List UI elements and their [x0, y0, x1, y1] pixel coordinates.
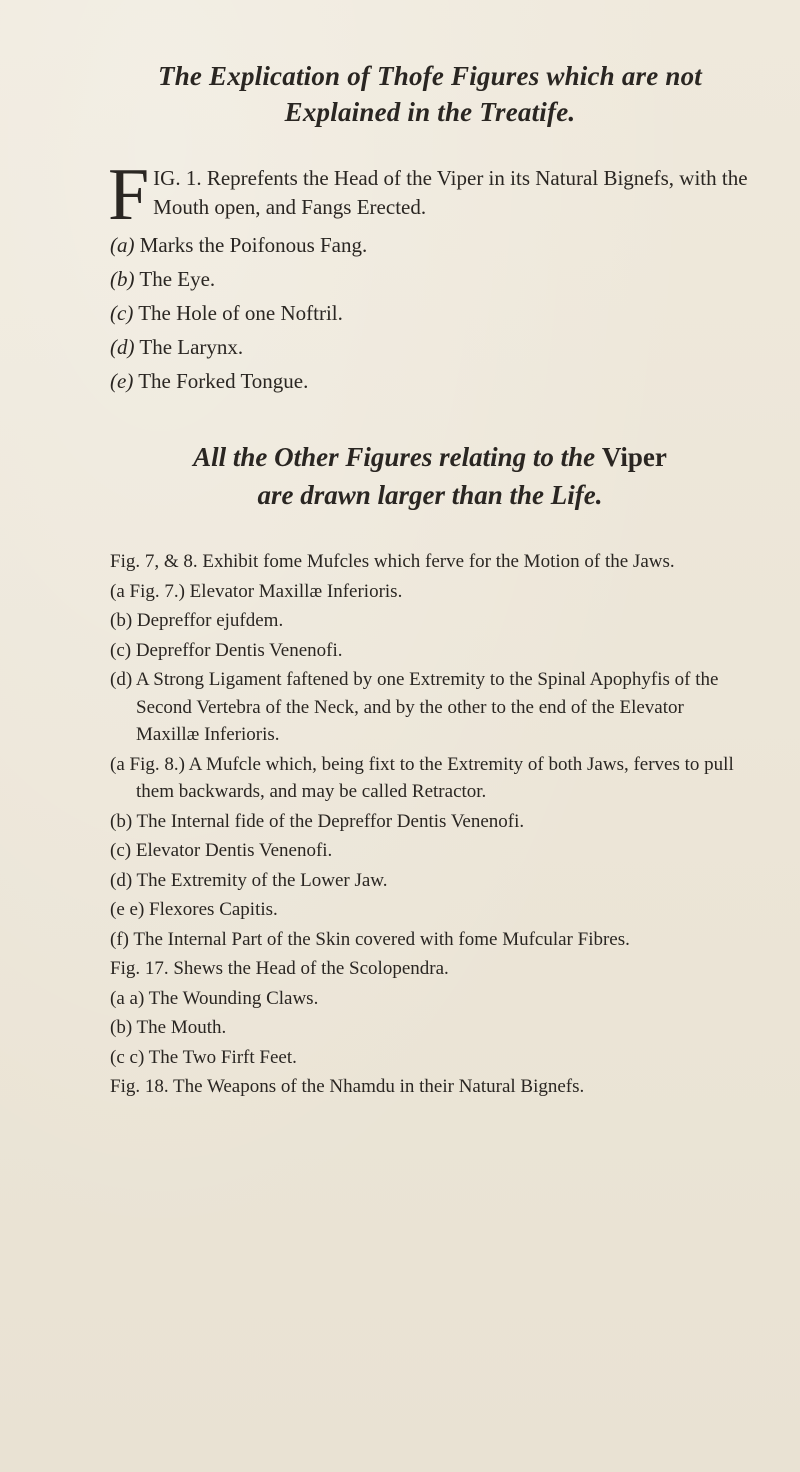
section-heading-italic: All the Other Figures relating to the: [193, 442, 596, 472]
fig-1-text: IG. 1. Reprefents the Head of the Viper in its Natural Bignefs, with the Mouth open, and Fangs Erected.: [153, 166, 748, 219]
figure-entry: (a a) The Wounding Claws.: [110, 987, 319, 1009]
drop-cap: F: [108, 154, 150, 236]
legend-label: (b): [110, 267, 135, 291]
figure-entry: (c c) The Two Firft Feet.: [110, 1046, 297, 1068]
page-content: [110, 58, 750, 1101]
legend-text: The Eye.: [139, 267, 216, 291]
figure-entry: (d) The Extremity of the Lower Jaw.: [110, 869, 388, 891]
figure-entry: (c) Depreffor Dentis Venenofi.: [110, 639, 343, 661]
legend-label: (e): [110, 369, 134, 393]
figure-entry: Fig. 17. Shews the Head of the Scolopendra.: [110, 958, 449, 979]
figure-entry: (f) The Internal Part of the Skin covered with fome Mufcular Fibres.: [110, 928, 630, 950]
fig-1-description: [108, 154, 750, 236]
figure-entry: (b) Depreffor ejufdem.: [110, 610, 284, 631]
figure-entry: Fig. 7, & 8. Exhibit fome Mufcles which ferve for the Motion of the Jaws.: [110, 551, 675, 572]
figure-entry: (a Fig. 8.) A Mufcle which, being fixt to the Extremity of both Jaws, ferves to pull them backwards, and may be called Retractor.: [110, 753, 734, 802]
figure-entry: (d) A Strong Ligament faftened by one Extremity to the Spinal Apophyfis of the Second Vertebra of the Neck, and by the other to the end of the Elevator Maxillæ Inferioris.: [110, 669, 719, 745]
legend-label: (a): [110, 233, 135, 257]
figure-entry: (b) The Internal fide of the Depreffor Dentis Venenofi.: [110, 810, 525, 832]
page-heading: [110, 58, 750, 130]
legend-text: The Larynx.: [139, 335, 244, 359]
legend-item: [110, 330, 750, 364]
fig-1-legend: [110, 228, 750, 398]
legend-item: [110, 296, 750, 330]
figure-entries: [110, 548, 750, 1101]
legend-item: [110, 364, 750, 398]
section-heading: [110, 438, 750, 514]
figure-entry: Fig. 18. The Weapons of the Nhamdu in their Natural Bignefs.: [110, 1076, 585, 1097]
legend-label: (d): [110, 335, 135, 359]
figure-entry: (e e) Flexores Capitis.: [110, 899, 278, 920]
section-heading-line-2: are drawn larger than the Life.: [257, 480, 603, 510]
legend-item: [110, 228, 750, 262]
figure-entry: (a Fig. 7.) Elevator Maxillæ Inferioris.: [110, 580, 403, 602]
figure-entry: (b) The Mouth.: [110, 1017, 227, 1038]
figure-entry: (c) Elevator Dentis Venenofi.: [110, 840, 333, 861]
legend-text: The Forked Tongue.: [138, 369, 309, 393]
legend-text: Marks the Poifonous Fang.: [139, 233, 368, 257]
heading-line-2: Explained in the Treatife.: [284, 97, 576, 127]
section-heading-viper: Viper: [601, 442, 667, 472]
legend-label: (c): [110, 301, 134, 325]
legend-text: The Hole of one Noftril.: [138, 301, 343, 325]
heading-line-1: The Explication of Thofe Figures which are not: [158, 61, 702, 91]
legend-item: [110, 262, 750, 296]
